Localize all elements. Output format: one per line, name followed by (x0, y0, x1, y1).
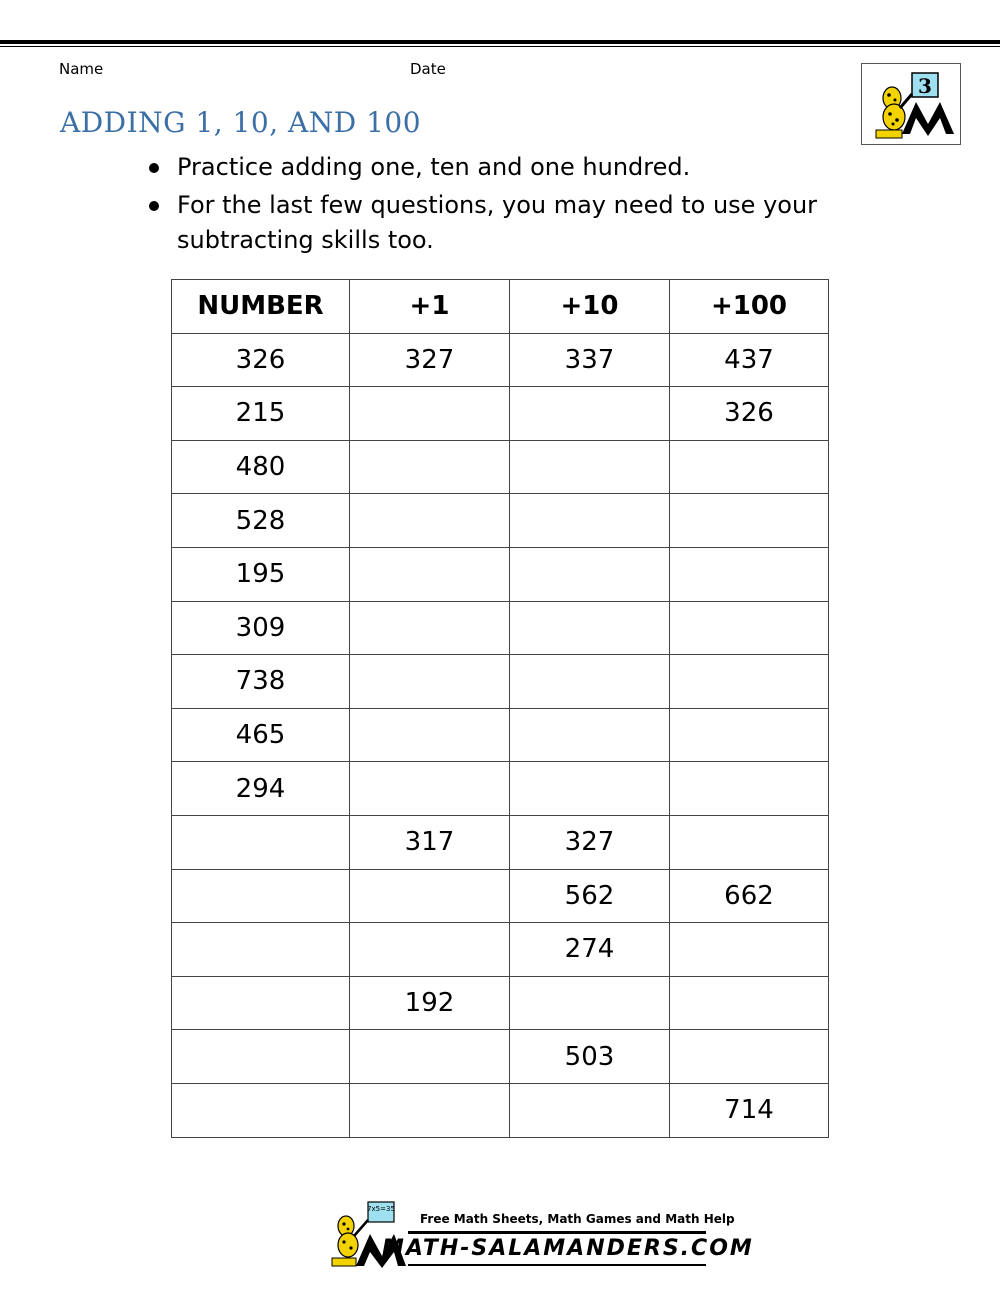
board-equation: 7x5=35 (367, 1205, 395, 1213)
table-row (172, 815, 829, 869)
date-label: Date (410, 60, 446, 78)
cell-number: 738 (172, 655, 350, 709)
cell-number[interactable] (172, 815, 350, 869)
cell-plus-100[interactable] (670, 440, 829, 494)
cell-plus-10: 562 (510, 869, 670, 923)
footer-branding (326, 1198, 754, 1270)
instruction-item: Practice adding one, ten and one hundred. (145, 150, 865, 185)
cell-plus-100[interactable] (670, 923, 829, 977)
cell-plus-1[interactable] (350, 1083, 510, 1137)
cell-plus-10: 503 (510, 1030, 670, 1084)
cell-plus-1: 192 (350, 976, 510, 1030)
cell-plus-1[interactable] (350, 387, 510, 441)
cell-number: 195 (172, 547, 350, 601)
header-plus-10: +10 (510, 280, 670, 334)
instruction-list (145, 150, 865, 261)
cell-plus-10[interactable] (510, 494, 670, 548)
footer-tagline: Free Math Sheets, Math Games and Math Help (420, 1212, 735, 1226)
table-header-row (172, 280, 829, 334)
table-body (172, 333, 829, 1137)
cell-number: 480 (172, 440, 350, 494)
footer-divider (408, 1231, 706, 1234)
cell-plus-1: 317 (350, 815, 510, 869)
table-row (172, 708, 829, 762)
salamander-grade-icon (862, 64, 960, 144)
cell-plus-10: 337 (510, 333, 670, 387)
cell-number[interactable] (172, 1030, 350, 1084)
cell-number: 528 (172, 494, 350, 548)
cell-number: 215 (172, 387, 350, 441)
table-row (172, 547, 829, 601)
cell-plus-1[interactable] (350, 762, 510, 816)
table-row (172, 923, 829, 977)
cell-plus-1[interactable] (350, 494, 510, 548)
header-plus-100: +100 (670, 280, 829, 334)
grade-logo (861, 63, 961, 145)
cell-number[interactable] (172, 1083, 350, 1137)
cell-number: 294 (172, 762, 350, 816)
cell-plus-100[interactable] (670, 547, 829, 601)
cell-plus-10[interactable] (510, 762, 670, 816)
header-number: NUMBER (172, 280, 350, 334)
cell-plus-1[interactable] (350, 869, 510, 923)
cell-plus-1[interactable] (350, 923, 510, 977)
cell-plus-10[interactable] (510, 601, 670, 655)
table-row (172, 494, 829, 548)
cell-number: 309 (172, 601, 350, 655)
cell-plus-10[interactable] (510, 655, 670, 709)
cell-plus-1[interactable] (350, 440, 510, 494)
footer-brand-name: MATH-SALAMANDERS.COM (382, 1236, 754, 1261)
cell-plus-100[interactable] (670, 655, 829, 709)
cell-number[interactable] (172, 923, 350, 977)
footer-underline (408, 1264, 706, 1266)
cell-plus-10: 274 (510, 923, 670, 977)
cell-number: 326 (172, 333, 350, 387)
cell-plus-10[interactable] (510, 547, 670, 601)
table-row (172, 762, 829, 816)
grade-number: 3 (918, 74, 932, 98)
cell-plus-100[interactable] (670, 976, 829, 1030)
cell-plus-10[interactable] (510, 1083, 670, 1137)
table-row (172, 601, 829, 655)
cell-plus-1[interactable] (350, 655, 510, 709)
cell-plus-100: 714 (670, 1083, 829, 1137)
table-row (172, 333, 829, 387)
cell-plus-100: 662 (670, 869, 829, 923)
table-row (172, 869, 829, 923)
cell-plus-10: 327 (510, 815, 670, 869)
table-row (172, 1083, 829, 1137)
cell-number[interactable] (172, 869, 350, 923)
cell-plus-100[interactable] (670, 494, 829, 548)
table-row (172, 387, 829, 441)
cell-plus-100[interactable] (670, 1030, 829, 1084)
cell-plus-10[interactable] (510, 976, 670, 1030)
cell-plus-1[interactable] (350, 601, 510, 655)
top-rule-thin (0, 46, 1000, 47)
cell-number: 465 (172, 708, 350, 762)
cell-plus-1[interactable] (350, 547, 510, 601)
cell-plus-100[interactable] (670, 762, 829, 816)
cell-plus-100: 326 (670, 387, 829, 441)
cell-number[interactable] (172, 976, 350, 1030)
instruction-item: For the last few questions, you may need to use your subtracting skills too. (145, 188, 865, 258)
cell-plus-100[interactable] (670, 601, 829, 655)
worksheet-title: ADDING 1, 10, AND 100 (60, 106, 422, 139)
cell-plus-10[interactable] (510, 387, 670, 441)
addition-table (171, 279, 829, 1138)
cell-plus-100: 437 (670, 333, 829, 387)
header-plus-1: +1 (350, 280, 510, 334)
top-rule (0, 40, 1000, 44)
cell-plus-1[interactable] (350, 1030, 510, 1084)
cell-plus-100[interactable] (670, 708, 829, 762)
table-row (172, 655, 829, 709)
cell-plus-10[interactable] (510, 440, 670, 494)
table-row (172, 440, 829, 494)
cell-plus-1[interactable] (350, 708, 510, 762)
table-row (172, 976, 829, 1030)
name-label: Name (59, 60, 104, 78)
cell-plus-10[interactable] (510, 708, 670, 762)
cell-plus-1: 327 (350, 333, 510, 387)
cell-plus-100[interactable] (670, 815, 829, 869)
table-row (172, 1030, 829, 1084)
